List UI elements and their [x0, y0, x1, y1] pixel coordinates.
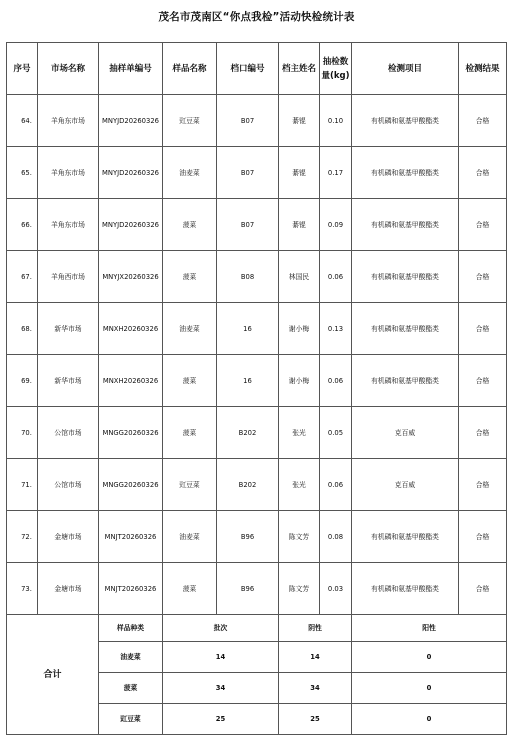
test-item: 有机磷和氨基甲酸酯类 [352, 251, 459, 303]
test-item: 有机磷和氨基甲酸酯类 [352, 147, 459, 199]
stall-number: 16 [217, 355, 279, 407]
summary-negative: 25 [279, 704, 352, 735]
test-item: 有机磷和氨基甲酸酯类 [352, 355, 459, 407]
summary-batches: 34 [163, 673, 279, 704]
stall-owner: 张光 [279, 459, 320, 511]
stall-owner: 綦锟 [279, 95, 320, 147]
sample-quantity: 0.06 [320, 459, 352, 511]
market-name: 新华市场 [38, 303, 99, 355]
test-item: 有机磷和氨基甲酸酯类 [352, 511, 459, 563]
header-cell: 档主姓名 [279, 43, 320, 95]
summary-positive: 0 [352, 673, 507, 704]
table-row [7, 199, 507, 251]
sample-code: MNYJX20260326 [99, 251, 163, 303]
row-number: 70. [7, 407, 38, 459]
sample-code: MNJT20260326 [99, 511, 163, 563]
sample-quantity: 0.10 [320, 95, 352, 147]
inspection-table [6, 42, 507, 735]
test-result: 合格 [459, 459, 507, 511]
market-name: 公馆市场 [38, 407, 99, 459]
test-result: 合格 [459, 147, 507, 199]
sample-name: 菠菜 [163, 199, 217, 251]
summary-kind: 豇豆菜 [99, 704, 163, 735]
row-number: 72. [7, 511, 38, 563]
summary-negative: 14 [279, 642, 352, 673]
summary-negative: 34 [279, 673, 352, 704]
summary-header-cell: 阳性 [352, 615, 507, 642]
stall-owner: 陈文芳 [279, 511, 320, 563]
market-name: 金塘市场 [38, 511, 99, 563]
summary-label: 合计 [7, 615, 99, 735]
stall-owner: 谢小梅 [279, 355, 320, 407]
test-result: 合格 [459, 563, 507, 615]
test-result: 合格 [459, 407, 507, 459]
stall-owner: 张光 [279, 407, 320, 459]
sample-name: 菠菜 [163, 407, 217, 459]
sample-quantity: 0.05 [320, 407, 352, 459]
stall-owner: 綦锟 [279, 147, 320, 199]
table-row [7, 303, 507, 355]
sample-code: MNGG20260326 [99, 407, 163, 459]
sample-name: 豇豆菜 [163, 459, 217, 511]
sample-name: 菠菜 [163, 251, 217, 303]
sample-name: 油麦菜 [163, 303, 217, 355]
summary-positive: 0 [352, 704, 507, 735]
table-row [7, 459, 507, 511]
sample-code: MNGG20260326 [99, 459, 163, 511]
header-cell: 检测项目 [352, 43, 459, 95]
header-cell: 序号 [7, 43, 38, 95]
header-cell: 抽检数量(kg) [320, 43, 352, 95]
stall-number: B202 [217, 459, 279, 511]
stall-number: B96 [217, 511, 279, 563]
market-name: 金塘市场 [38, 563, 99, 615]
test-item: 有机磷和氨基甲酸酯类 [352, 95, 459, 147]
sample-name: 油麦菜 [163, 147, 217, 199]
table-row [7, 147, 507, 199]
summary-kind: 油麦菜 [99, 642, 163, 673]
row-number: 71. [7, 459, 38, 511]
table-row [7, 251, 507, 303]
sample-quantity: 0.06 [320, 251, 352, 303]
sample-quantity: 0.17 [320, 147, 352, 199]
sample-quantity: 0.03 [320, 563, 352, 615]
table-row [7, 563, 507, 615]
stall-owner: 綦锟 [279, 199, 320, 251]
sample-code: MNYJD20260326 [99, 199, 163, 251]
sample-name: 油麦菜 [163, 511, 217, 563]
summary-batches: 25 [163, 704, 279, 735]
test-result: 合格 [459, 199, 507, 251]
test-result: 合格 [459, 303, 507, 355]
sample-code: MNXH20260326 [99, 303, 163, 355]
sample-name: 菠菜 [163, 355, 217, 407]
stall-number: B07 [217, 95, 279, 147]
stall-number: B07 [217, 147, 279, 199]
sample-quantity: 0.13 [320, 303, 352, 355]
row-number: 73. [7, 563, 38, 615]
header-cell: 档口编号 [217, 43, 279, 95]
row-number: 64. [7, 95, 38, 147]
header-cell: 市场名称 [38, 43, 99, 95]
test-item: 克百威 [352, 459, 459, 511]
market-name: 羊角东市场 [38, 147, 99, 199]
sample-code: MNYJD20260326 [99, 147, 163, 199]
test-item: 有机磷和氨基甲酸酯类 [352, 303, 459, 355]
market-name: 新华市场 [38, 355, 99, 407]
row-number: 66. [7, 199, 38, 251]
test-item: 有机磷和氨基甲酸酯类 [352, 563, 459, 615]
market-name: 羊角东市场 [38, 199, 99, 251]
summary-header-cell: 阴性 [279, 615, 352, 642]
market-name: 公馆市场 [38, 459, 99, 511]
page-title: 茂名市茂南区“你点我检”活动快检统计表 [158, 11, 355, 23]
test-result: 合格 [459, 355, 507, 407]
row-number: 67. [7, 251, 38, 303]
header-cell: 抽样单编号 [99, 43, 163, 95]
table-row [7, 407, 507, 459]
stall-number: B96 [217, 563, 279, 615]
sample-quantity: 0.06 [320, 355, 352, 407]
summary-batches: 14 [163, 642, 279, 673]
market-name: 羊角西市场 [38, 251, 99, 303]
sample-name: 菠菜 [163, 563, 217, 615]
test-result: 合格 [459, 95, 507, 147]
summary-positive: 0 [352, 642, 507, 673]
table-row [7, 95, 507, 147]
test-result: 合格 [459, 511, 507, 563]
summary-header-cell: 批次 [163, 615, 279, 642]
stall-owner: 林国民 [279, 251, 320, 303]
stall-number: B07 [217, 199, 279, 251]
sample-code: MNXH20260326 [99, 355, 163, 407]
stall-owner: 陈文芳 [279, 563, 320, 615]
table-row [7, 355, 507, 407]
sample-quantity: 0.08 [320, 511, 352, 563]
test-result: 合格 [459, 251, 507, 303]
test-item: 有机磷和氨基甲酸酯类 [352, 199, 459, 251]
header-cell: 样品名称 [163, 43, 217, 95]
sample-quantity: 0.09 [320, 199, 352, 251]
stall-number: 16 [217, 303, 279, 355]
row-number: 65. [7, 147, 38, 199]
row-number: 69. [7, 355, 38, 407]
summary-header-row [7, 615, 507, 642]
test-item: 克百威 [352, 407, 459, 459]
summary-kind: 菠菜 [99, 673, 163, 704]
summary-header-cell: 样品种类 [99, 615, 163, 642]
stall-number: B202 [217, 407, 279, 459]
table-row [7, 511, 507, 563]
sample-code: MNYJD20260326 [99, 95, 163, 147]
sample-code: MNJT20260326 [99, 563, 163, 615]
stall-number: B08 [217, 251, 279, 303]
sample-name: 豇豆菜 [163, 95, 217, 147]
market-name: 羊角东市场 [38, 95, 99, 147]
header-cell: 检测结果 [459, 43, 507, 95]
row-number: 68. [7, 303, 38, 355]
stall-owner: 谢小梅 [279, 303, 320, 355]
table-header-row [7, 43, 507, 95]
